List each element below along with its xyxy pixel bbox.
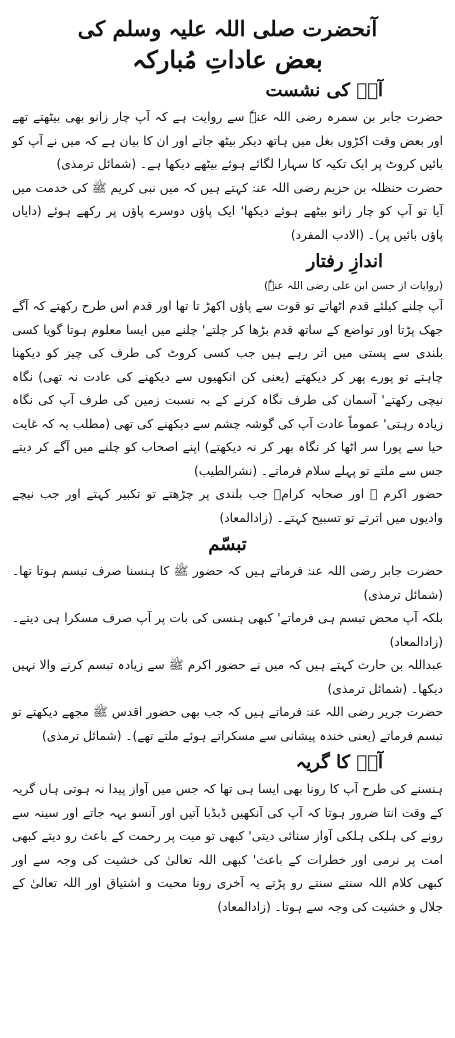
paragraph: حضور اکرم ﷺ اور صحابہ کرامؓ جب بلندی پر چڑھتے تو تکبیر کہتے اور جب نیچے وادیوں میں اترتے تو تسبیح کہتے۔ (زادالمعاد) bbox=[12, 487, 443, 525]
paragraph: حضرت جریر رضی اللہ عنہٗ فرماتے ہیں کہ جب بھی حضور اقدس ﷺ مجھے دیکھتے تو تبسم فرماتے (یعنی خندہ پیشانی سے مسکراتے ہوئے ملتے تھے)۔ (شمائل ترمذی) bbox=[12, 705, 443, 743]
title-line-2: بعض عاداتِ مُبارکہ bbox=[132, 45, 323, 74]
paragraph: حضرت جابر بن سمرہ رضی اللہ عنہٗ سے روایت ہے کہ آپ چار زانو بھی بیٹھتے تھے اور بعض وقت اکڑوں بغل میں ہاتھ دیکر بیٹھ جاتے اور ان کا بیان ہے کہ میں نے آپ کو بائیں کروٹ پر ایک تکیہ کا سہارا لگائے ہوئے بیٹھے دیکھا ہے۔ (شمائل ترمذی) bbox=[12, 110, 443, 171]
section-heading: تبسّم bbox=[208, 534, 247, 555]
paragraph: حضرت حنظلہ بن حزیم رضی اللہ عنہٗ کہتے ہیں کہ میں نبی کریم ﷺ کی خدمت میں آیا تو آپ کو چار زانو بیٹھے ہوئے دیکھا' ایک پاؤں دوسرے پاؤں پر رکھے ہوئے (دایاں پاؤں بائیں پر)۔ (الادب المفرد) bbox=[12, 180, 443, 242]
paragraph: آپ چلنے کیلئے قدم اٹھاتے تو قوت سے پاؤں اکھڑ تا تھا اور قدم اس طرح رکھتے کہ آگے جھک پڑتا اور تواضع کے ساتھ قدم بڑھا کر چلتے' چلنے میں ایسا معلوم ہوتا گویا کسی بلندی سے پستی میں اتر رہے ہیں جب کسی کروٹ کی طرف کی چیز کو دیکھنا چاہتے تو پورے پھر کر دیکھتے (یعنی کن انکھیوں سے دیکھنے کی عادت نہ تھی) نگاہ نیچی رکھتے' آسمان کی طرف نگاہ کرنے کے بہ نسبت زمین کی طرف آپ کی نگاہ زیادہ رہتی' عموماً عادت آپ کی گوشہ چشم سے دیکھنے کی تھی (مطلب یہ کہ غایت حیا سے پورا سر اٹھا کر نگاہ بھر کر نہ دیکھتے) اپنے اصحاب کو چلنے میں آگے کر دیتے جس سے ملتے تو پہلے سلام فرماتے۔ (نشرالطیب) bbox=[12, 299, 443, 478]
section-walking bbox=[12, 249, 443, 530]
title-line-1: آنحضرت صلی اللہ علیہ وسلم کی bbox=[77, 16, 378, 41]
section-heading: آپؐ کا گریہ bbox=[295, 752, 383, 773]
section-weeping bbox=[12, 750, 443, 919]
section-heading: آپؐ کی نشست bbox=[265, 80, 383, 101]
section-heading: اندازِ رفتار bbox=[306, 251, 383, 272]
section-smile bbox=[12, 532, 443, 748]
narration-source: (روایات از حسن ابن علی رضی اللہ عنہٗ) bbox=[263, 280, 443, 292]
paragraph: ہنسنے کی طرح آپ کا رونا بھی ایسا ہی تھا کہ جس میں آواز پیدا نہ ہوتی ہاں گریہ کے وقت انتا ضرور ہوتا کہ آپ کی آنکھیں ڈبڈبا آتیں اور آنسو بہہ جاتے اور سینہ سے رونے کی ہلکی ہلکی آواز سنائی دیتی' کبھی تو میت پر رحمت کے باعث رو دیتے کبھی امت پر نرمی اور خطرات کے باعث' کبھی اللہ تعالیٰ کی خشیت کی وجہ سے اور کبھی کلام اللہ سنتے سنتے رو پڑتے یہ آخری رونا محبت و اشتیاق اور اللہ تعالیٰ کے جلال و خشیت کی وجہ سے ہوتا۔ (زادالمعاد) bbox=[12, 782, 443, 914]
paragraph: بلکہ آپ محض تبسم ہی فرماتے' کبھی ہنسی کی بات پر آپ صرف مسکرا ہی دیتے۔ (زادالمعاد) bbox=[12, 611, 443, 649]
paragraph: عبداللہ بن حارث کہتے ہیں کہ میں نے حضور اکرم ﷺ سے زیادہ تبسم کرنے والا نہیں دیکھا۔ (شمائل ترمذی) bbox=[12, 658, 443, 696]
section-seating bbox=[12, 78, 443, 247]
paragraph: حضرت جابر رضی اللہ عنہٗ فرماتے ہیں کہ حضور ﷺ کا ہنسنا صرف تبسم ہوتا تھا۔ (شمائل ترمذی) bbox=[12, 564, 443, 602]
